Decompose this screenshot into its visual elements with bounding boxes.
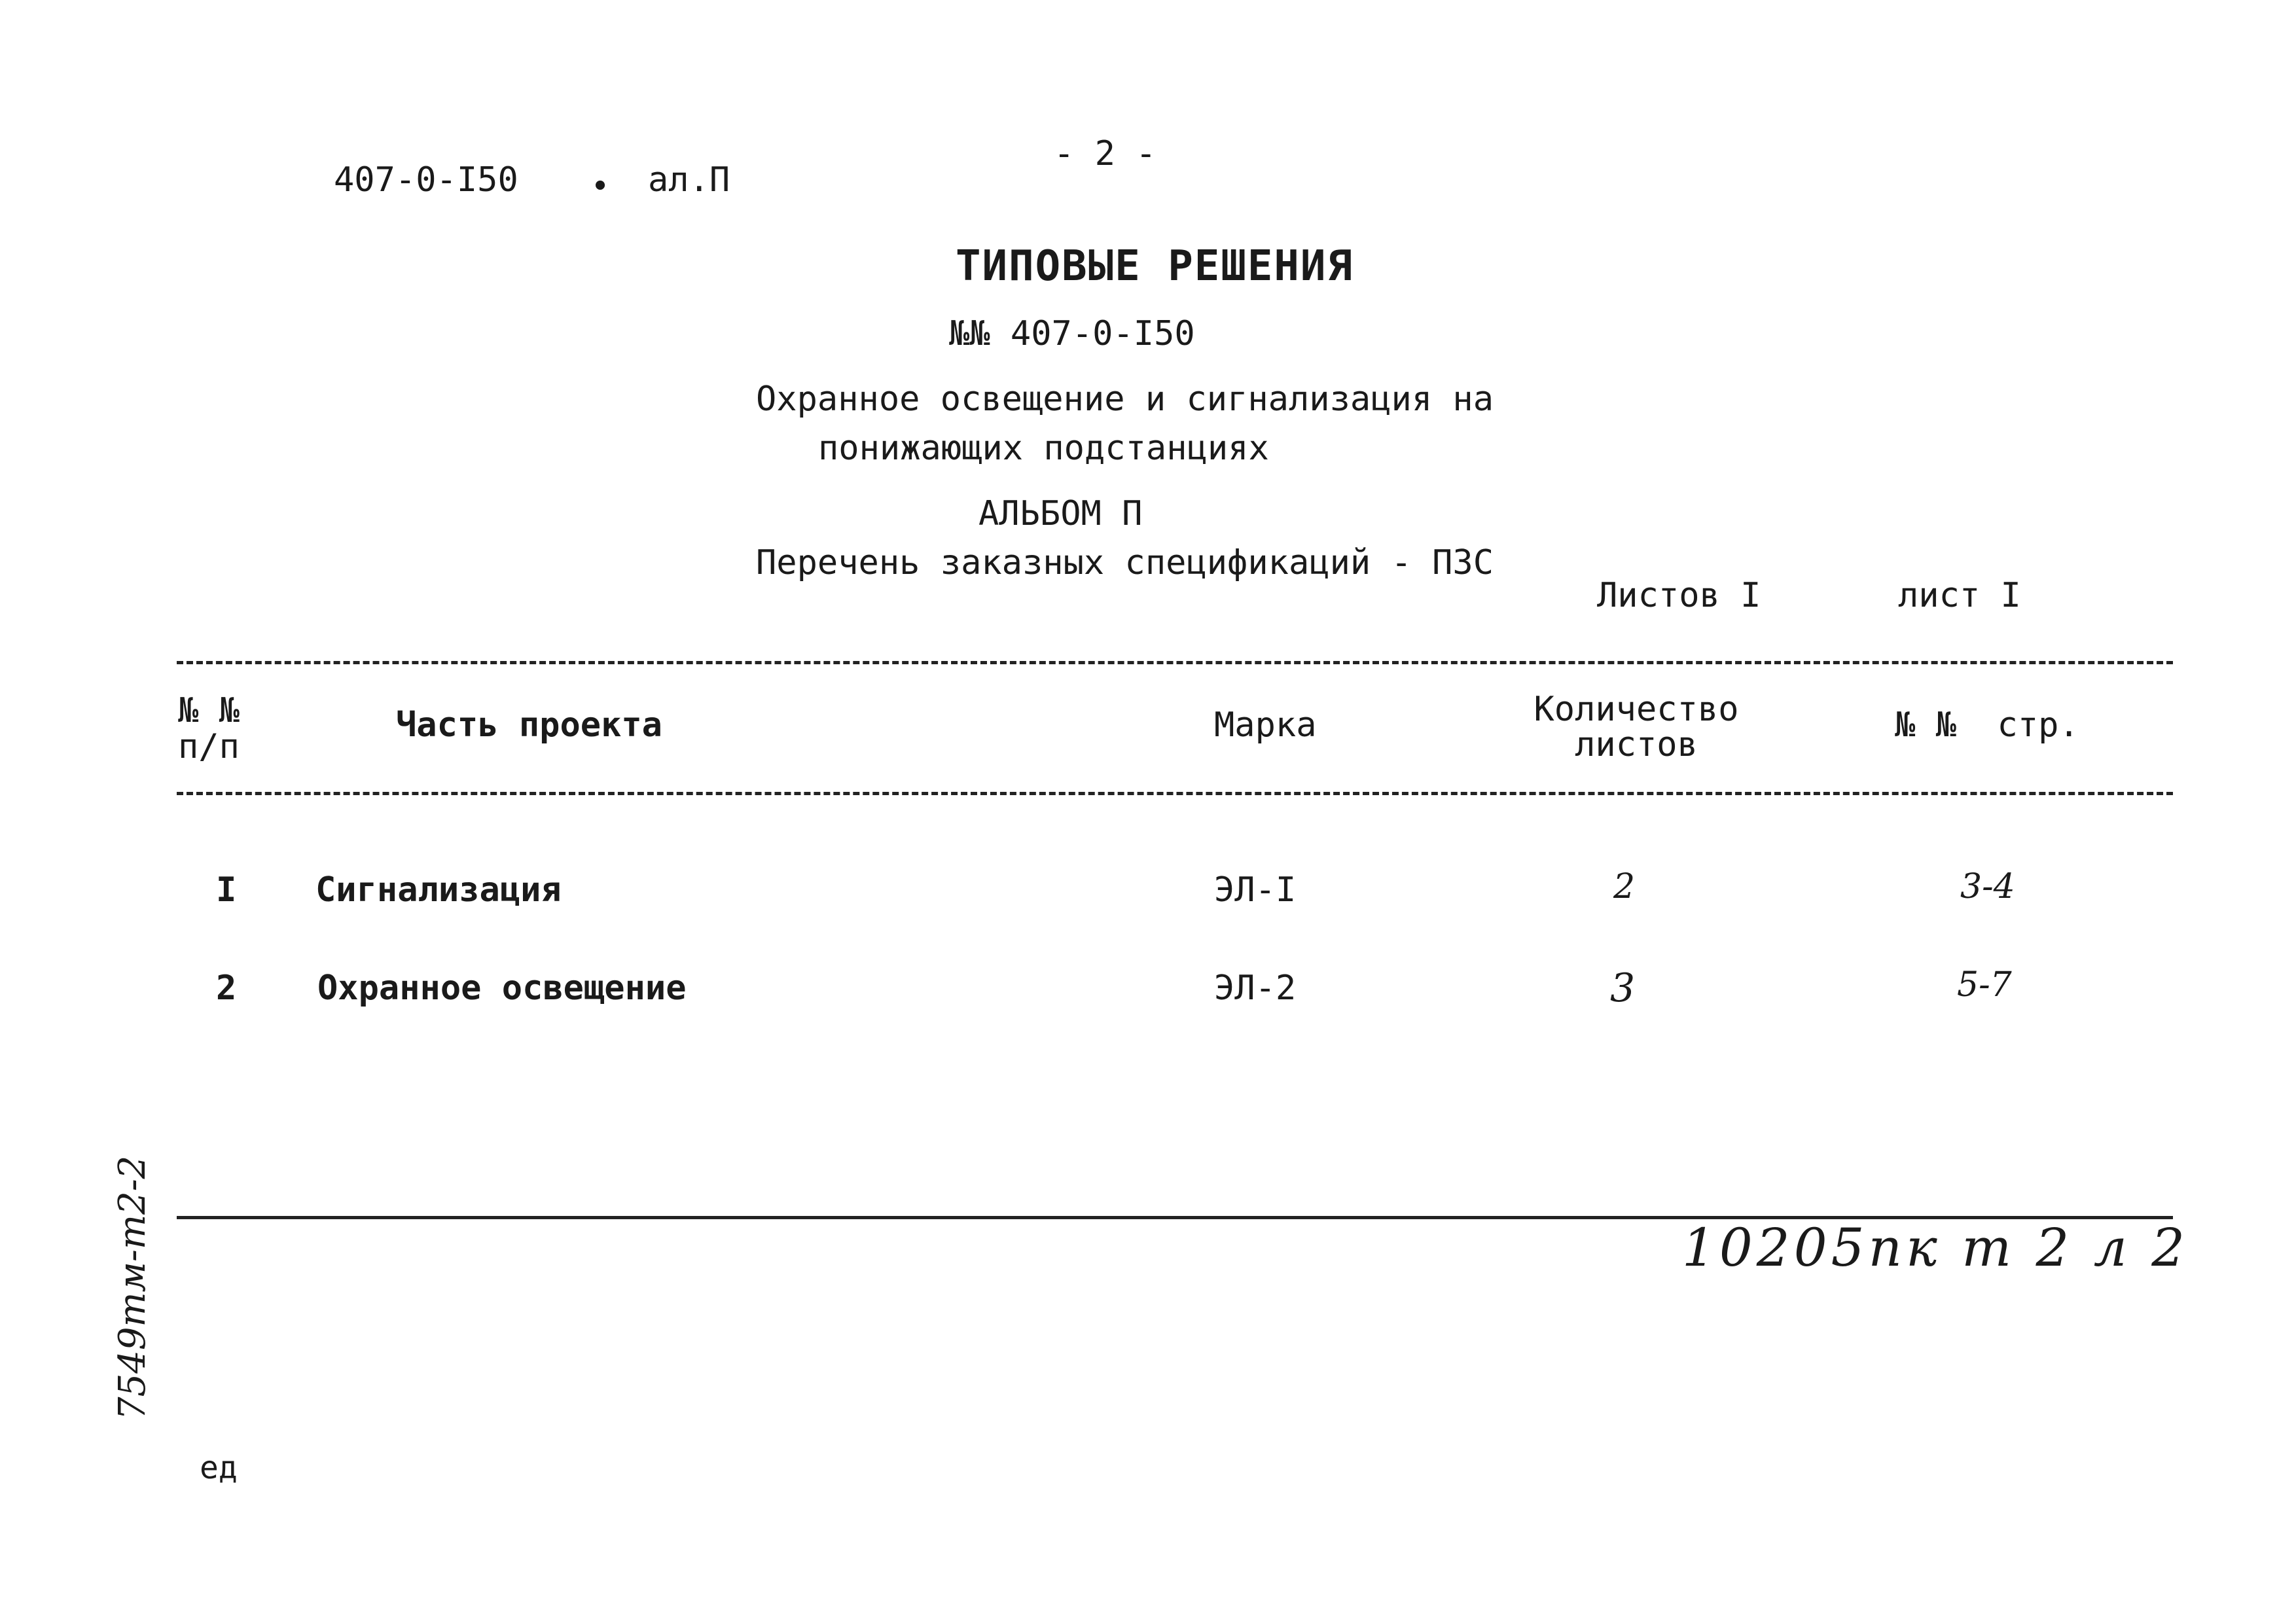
document-code: 407-0-I50 [334, 160, 518, 200]
sheets-total: Листов I [1597, 576, 1761, 615]
header-num-line2: п/п [178, 727, 240, 766]
archive-stamp: 7549тм-т2-2 [111, 1155, 154, 1420]
table-top-rule [177, 661, 2173, 664]
row-part: Охранное освещение [317, 969, 687, 1008]
solution-number: №№ 407-0-I50 [949, 314, 1195, 353]
row-part: Сигнализация [315, 870, 562, 910]
row-sheet-count: 2 [1613, 867, 1636, 906]
header-count-line2: листов [1575, 725, 1698, 764]
sheet-number: лист I [1898, 576, 2021, 615]
subject-line-1: Охранное освещение и сигнализация на [756, 380, 1494, 419]
bullet-dot: • [592, 171, 609, 202]
document-title: ТИПОВЫЕ РЕШЕНИЯ [956, 242, 1354, 291]
row-number: 2 [216, 969, 237, 1008]
row-mark: ЭЛ-2 [1214, 969, 1297, 1008]
album-reference: ал.П [648, 160, 730, 200]
page-number: - 2 - [1054, 134, 1157, 173]
header-num-line1: № № [178, 691, 240, 730]
row-pages: 3-4 [1960, 867, 2015, 906]
initials: ед [200, 1450, 238, 1486]
table-header-rule [177, 792, 2173, 795]
handwritten-note: 10205пк т 2 л 2 [1682, 1217, 2189, 1278]
row-pages: 5-7 [1957, 965, 2012, 1005]
row-sheet-count: 3 [1610, 965, 1636, 1011]
row-mark: ЭЛ-I [1214, 870, 1297, 910]
row-number: I [216, 870, 237, 910]
subject-line-2: понижающих подстанциях [818, 429, 1269, 468]
header-count-line1: Количество [1534, 690, 1739, 729]
list-title: Перечень заказных спецификаций - ПЗС [756, 543, 1494, 582]
album-title: АЛЬБОМ П [978, 494, 1143, 533]
header-part: Часть проекта [396, 705, 662, 745]
header-pages: № № стр. [1895, 705, 2079, 745]
header-mark: Марка [1214, 705, 1317, 745]
